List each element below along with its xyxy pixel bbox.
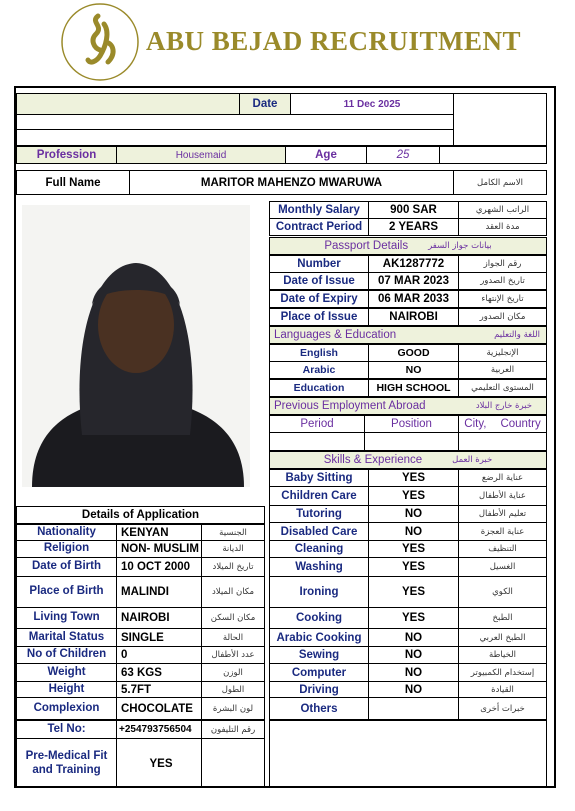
skill-value: NO <box>368 628 459 647</box>
skill-label: Driving <box>269 681 369 698</box>
skills-title: Skills & Experience <box>323 454 423 466</box>
skill-ar: الغسيل <box>458 557 547 577</box>
skill-ar: خبرات أخرى <box>458 697 547 720</box>
passport-header <box>269 237 547 255</box>
lang-value-1: NO <box>368 361 459 379</box>
app-label: Height <box>16 681 117 698</box>
skill-ar: عناية العجزة <box>458 522 547 541</box>
skill-label: Others <box>269 697 369 720</box>
contract-value-1: 2 YEARS <box>368 218 459 236</box>
passport-ar-2: تاريخ الإنتهاء <box>458 290 547 308</box>
employment-cell <box>458 432 547 451</box>
passport-label-2: Date of Expiry <box>269 290 369 308</box>
app-ar: رقم التليفون <box>201 720 265 739</box>
lang-label-2: Education <box>269 379 369 397</box>
app-value: KENYAN <box>116 524 202 541</box>
skill-label: Arabic Cooking <box>269 628 369 647</box>
application-title: Details of Application <box>16 506 265 524</box>
app-label: Pre-Medical Fit and Training <box>16 738 117 788</box>
date-value: 11 Dec 2025 <box>290 93 454 115</box>
skill-label: Children Care <box>269 486 369 506</box>
skill-ar: التنظيف <box>458 540 547 558</box>
app-value: 0 <box>116 646 202 664</box>
employment-cell <box>269 432 365 451</box>
app-label: Weight <box>16 663 117 682</box>
full-name-label: Full Name <box>16 170 130 195</box>
app-value: MALINDI <box>116 576 202 608</box>
app-ar: الديانة <box>201 540 265 558</box>
languages-title: Languages & Education <box>274 329 397 341</box>
employment-header <box>269 397 547 415</box>
full-name-value: MARITOR MAHENZO MWARUWA <box>129 170 454 195</box>
app-value: NON- MUSLIM <box>116 540 202 558</box>
blank-cell <box>16 129 454 146</box>
passport-value-2: 06 MAR 2033 <box>368 290 459 308</box>
profession-value: Housemaid <box>116 146 286 164</box>
passport-value-3: NAIROBI <box>368 308 459 326</box>
app-ar: الحالة <box>201 628 265 647</box>
passport-label-3: Place of Issue <box>269 308 369 326</box>
applicant-photo <box>22 205 250 487</box>
passport-label-1: Date of Issue <box>269 272 369 290</box>
contract-label-1: Contract Period <box>269 218 369 236</box>
blank-cell <box>16 114 454 130</box>
languages-header <box>269 326 547 344</box>
skill-value <box>368 697 459 720</box>
age-label: Age <box>285 146 367 164</box>
blank-cell <box>439 146 547 164</box>
app-ar <box>201 738 265 788</box>
skill-value: NO <box>368 663 459 682</box>
skill-value: YES <box>368 557 459 577</box>
skill-ar: الطبخ <box>458 607 547 629</box>
skill-label: Ironing <box>269 576 369 608</box>
app-value: CHOCOLATE <box>116 697 202 720</box>
app-label: No of Children <box>16 646 117 664</box>
employment-cell <box>364 432 459 451</box>
app-ar: الوزن <box>201 663 265 682</box>
full-name-ar: الاسم الكامل <box>453 170 547 195</box>
app-ar: تاريخ الميلاد <box>201 557 265 577</box>
app-label: Complexion <box>16 697 117 720</box>
app-ar: مكان السكن <box>201 607 265 629</box>
skill-label: Computer <box>269 663 369 682</box>
skill-label: Cooking <box>269 607 369 629</box>
passport-value-1: 07 MAR 2023 <box>368 272 459 290</box>
position-header: Position <box>364 415 459 433</box>
date-label: Date <box>239 93 291 115</box>
skill-ar: عناية الأطفال <box>458 486 547 506</box>
lang-value-0: GOOD <box>368 344 459 362</box>
contract-label-0: Monthly Salary <box>269 201 369 219</box>
skill-ar: الطبخ العربي <box>458 628 547 647</box>
app-value: YES <box>116 738 202 788</box>
passport-title: Passport Details <box>324 240 409 252</box>
app-value: +254793756504 <box>116 720 202 739</box>
skill-value: YES <box>368 486 459 506</box>
employment-title: Previous Employment Abroad <box>274 400 426 412</box>
app-label: Date of Birth <box>16 557 117 577</box>
contract-ar-0: الراتب الشهري <box>458 201 547 219</box>
skill-value: YES <box>368 540 459 558</box>
skill-label: Sewing <box>269 646 369 664</box>
skill-ar: إستخدام الكمبيوتر <box>458 663 547 682</box>
profession-label: Profession <box>16 146 117 164</box>
app-label: Nationality <box>16 524 117 541</box>
app-ar: الجنسية <box>201 524 265 541</box>
skill-value: NO <box>368 522 459 541</box>
app-label: Place of Birth <box>16 576 117 608</box>
lang-ar-2: المستوى التعليمي <box>458 379 547 397</box>
skill-ar: القيادة <box>458 681 547 698</box>
skill-label: Cleaning <box>269 540 369 558</box>
lang-ar-1: العربية <box>458 361 547 379</box>
app-label: Religion <box>16 540 117 558</box>
passport-ar-1: تاريخ الصدور <box>458 272 547 290</box>
passport-title-ar: بيانات جواز السفر <box>428 241 492 251</box>
lang-value-2: HIGH SCHOOL <box>368 379 459 397</box>
app-label: Tel No: <box>16 720 117 739</box>
languages-title-ar: اللغة والتعليم <box>494 330 540 340</box>
skill-ar: الكوي <box>458 576 547 608</box>
skill-value: YES <box>368 469 459 487</box>
city-country-header <box>458 415 547 433</box>
app-ar: لون البشرة <box>201 697 265 720</box>
app-ar: مكان الميلاد <box>201 576 265 608</box>
skill-value: YES <box>368 576 459 608</box>
app-value: NAIROBI <box>116 607 202 629</box>
skill-value: NO <box>368 505 459 523</box>
skill-ar: عناية الرضع <box>458 469 547 487</box>
company-name: ABU BEJAD RECRUITMENT <box>146 26 522 56</box>
passport-value-0: AK1287772 <box>368 255 459 273</box>
blank-cell <box>16 93 240 115</box>
app-label: Marital Status <box>16 628 117 647</box>
company-logo-icon <box>60 2 140 82</box>
app-ar: الطول <box>201 681 265 698</box>
city-header: City, <box>464 418 487 430</box>
lang-label-1: Arabic <box>269 361 369 379</box>
employment-title-ar: خبرة خارج البلاد <box>475 401 532 411</box>
skills-header <box>269 451 547 469</box>
passport-label-0: Number <box>269 255 369 273</box>
skill-label: Disabled Care <box>269 522 369 541</box>
blank-cell <box>269 720 547 788</box>
period-header: Period <box>269 415 365 433</box>
app-value: SINGLE <box>116 628 202 647</box>
skill-value: NO <box>368 646 459 664</box>
skill-value: YES <box>368 607 459 629</box>
app-ar: عدد الأطفال <box>201 646 265 664</box>
skill-label: Washing <box>269 557 369 577</box>
age-value: 25 <box>366 146 440 164</box>
app-value: 10 OCT 2000 <box>116 557 202 577</box>
passport-ar-3: مكان الصدور <box>458 308 547 326</box>
skill-value: NO <box>368 681 459 698</box>
skill-label: Tutoring <box>269 505 369 523</box>
lang-ar-0: الإنجليزية <box>458 344 547 362</box>
contract-value-0: 900 SAR <box>368 201 459 219</box>
skill-label: Baby Sitting <box>269 469 369 487</box>
country-header: Country <box>500 418 541 430</box>
contract-ar-1: مدة العقد <box>458 218 547 236</box>
blank-cell <box>453 93 547 146</box>
skill-ar: الخياطة <box>458 646 547 664</box>
passport-ar-0: رقم الجواز <box>458 255 547 273</box>
skills-title-ar: خبرة العمل <box>452 455 493 465</box>
page-header <box>0 0 575 86</box>
app-value: 5.7FT <box>116 681 202 698</box>
lang-label-0: English <box>269 344 369 362</box>
app-label: Living Town <box>16 607 117 629</box>
app-value: 63 KGS <box>116 663 202 682</box>
skill-ar: تعليم الأطفال <box>458 505 547 523</box>
